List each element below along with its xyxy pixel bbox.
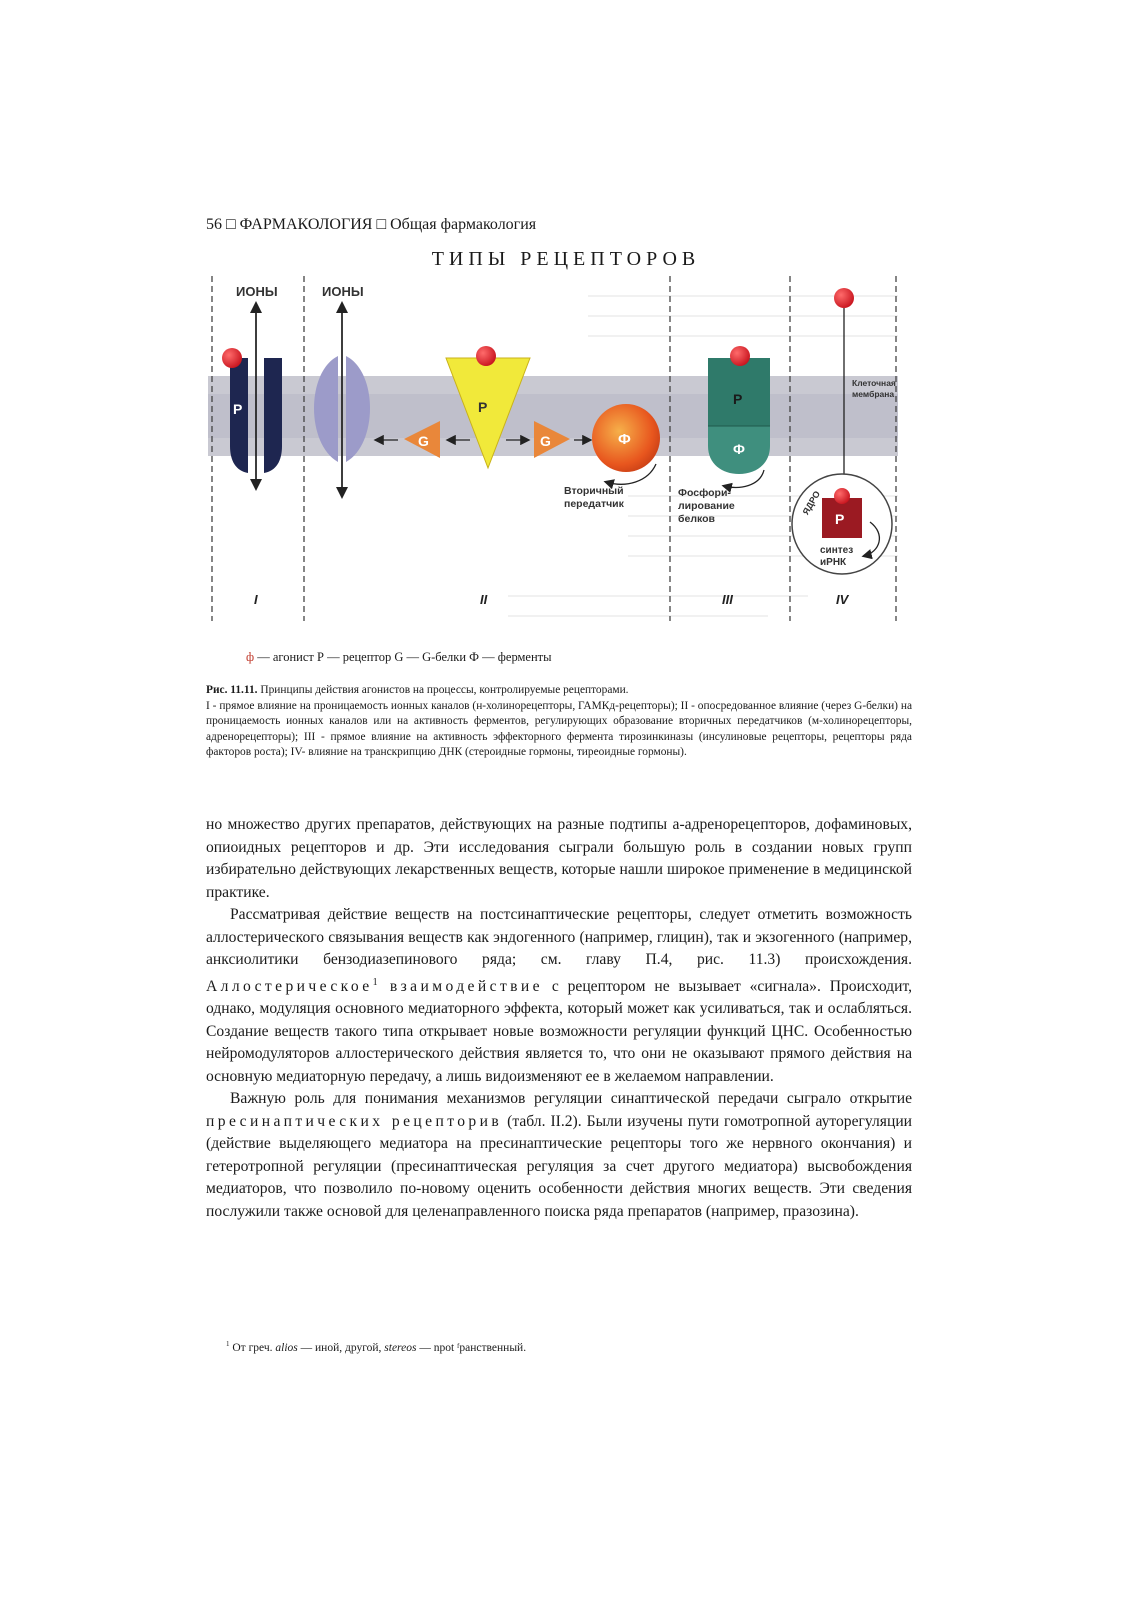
cell-membrane-label: Клеточная мембрана [852, 378, 896, 399]
page-number: 56 [206, 216, 222, 233]
paragraph-2-part-a: Рассматривая действие веществ на постсинаптические рецепторы, следует отметить возможность аллостерического связывания веществ как эндогенного (например, глицин), так и экзогенного (например, анксиолитики бензодиазепинового ряда; см. главу П.4, рис. 11.3) происхождения. [206, 906, 912, 968]
presynaptic-term: пресинаптических рецепторив [206, 1112, 503, 1130]
agonist-dot-i [222, 348, 242, 368]
caption-title: Принципы действия агонистов на процессы, контролируемые рецепторами. [260, 684, 629, 696]
legend-text: — агонист Р — рецептор G — G-белки Ф — ферменты [254, 650, 552, 664]
g-protein-left-label: G [418, 433, 429, 449]
receptor-types-figure [208, 276, 900, 636]
nucleus-label: ЯДРО [800, 489, 823, 517]
footnote-ref: 1 [372, 976, 378, 988]
paragraph-3 [206, 1088, 912, 1223]
receptor-ii-letter: Р [478, 399, 488, 415]
separator-box: □ [226, 216, 236, 233]
ions-label-2: ИОНЫ [322, 284, 364, 299]
second-messenger-label: Вторичный передатчик [564, 485, 624, 510]
footnote [226, 1340, 526, 1354]
receptor-iv-letter: Р [835, 511, 845, 527]
receptor-iii-letter: Р [733, 391, 743, 407]
book-title: ФАРМАКОЛОГИЯ [239, 216, 373, 233]
separator-box: □ [376, 216, 387, 233]
running-head [206, 216, 536, 234]
roman-numeral-iii: III [722, 592, 733, 607]
mrna-label: синтез иРНК [820, 545, 854, 568]
agonist-dot-iv [834, 288, 854, 308]
ions-label-1: ИОНЫ [236, 284, 278, 299]
body-text [206, 814, 912, 1223]
agonist-dot-iii [730, 346, 750, 366]
caption-head [206, 683, 912, 699]
footnote-text-a: От греч. [232, 1341, 276, 1354]
footnote-text-b: — иной, другой, [297, 1341, 385, 1354]
roman-numeral-ii: II [480, 592, 488, 607]
section-title: Общая фармакология [390, 216, 537, 233]
receptor-i-right [264, 358, 282, 473]
caption-label: Рис. 11.11. [206, 684, 258, 696]
agonist-dot-iv-bound [834, 488, 850, 504]
footnote-marker: 1 [226, 1340, 230, 1348]
paragraph-2-part-b: с рецептором не вызывает «сигнала». Происходит, однако, модуляция основного медиаторного эффекта, который может как усиливаться, так и ослабляться. Создание веществ такого типа открывает новые возможности регуляции функций ЦНС. Особенностью нейромодуляторов аллостерического действия является то, что они не оказывают прямого действия на основную медиаторную передачу, а лишь видоизменяют ее в желаемом направлении. [206, 977, 912, 1085]
enzyme-iii-letter: Ф [733, 441, 745, 457]
caption-body: I - прямое влияние на проницаемость ионных каналов (н-холинорецепторы, ГАМКд-рецепторы); II - опосредованное влияние (через G-белки) на проницаемость ионных каналов или на активность ферментов, регулирующих образование вторичных передатчиков (м-холинорецепторы, адренорецепторы); III - прямое влияние на активность эффекторного фермента тирозинкиназы (инсулиновые рецепторы, рецепторы ряда факторов роста); IV- влияние на транскрипцию ДНК (стероидные гормоны, тиреоидные гормоны). [206, 699, 912, 759]
phosphorylation-label: Фосфори- лирование белков [678, 487, 735, 525]
receptor-i-letter: Р [233, 401, 243, 417]
roman-numeral-i: I [254, 592, 258, 607]
allosteric-term: Аллостерическое [206, 977, 373, 995]
figure-caption [206, 683, 912, 761]
enzyme-ii-letter: Ф [618, 431, 631, 448]
agonist-dot-ii [476, 346, 496, 366]
footnote-alios: alios [275, 1341, 298, 1354]
paragraph-3-part-b: (табл. II.2). Были изучены пути гомотропной ауторегуляции (действие выделяющего медиатора на пресинаптические рецепторы того же нервного окончания) и гетеротропной регуляции (пресинаптическая регуляция за счет другого медиатора) высвобождения медиаторов, что позволило по-новому оценить особенности действия многих веществ. Эти сведения послужили также основой для целенаправленного поиска ряда препаратов (например, празозина). [206, 1112, 913, 1220]
figure-legend [246, 650, 552, 665]
figure-title: ТИПЫ РЕЦЕПТОРОВ [431, 248, 701, 270]
legend-agonist-symbol: ф [246, 650, 255, 664]
paragraph-2 [206, 904, 912, 1088]
footnote-text-c: — npot ᶠранственный. [416, 1341, 527, 1354]
footnote-stereos: stereos [384, 1341, 417, 1354]
g-protein-right-label: G [540, 433, 551, 449]
paragraph-3-part-a: Важную роль для понимания механизмов регуляции синаптической передачи сыграло открытие [230, 1090, 912, 1108]
roman-numeral-iv: IV [836, 592, 849, 607]
interaction-term: взаимодействие [377, 977, 543, 995]
paragraph-1: но множество других препаратов, действующих на разные подтипы а-адренорецепторов, дофаминовых, опиоидных рецепторов и др. Эти исследования сыграли большую роль в создании новых групп избирательно действующих лекарственных веществ, которые нашли широкое применение в медицинской практике. [206, 816, 912, 901]
